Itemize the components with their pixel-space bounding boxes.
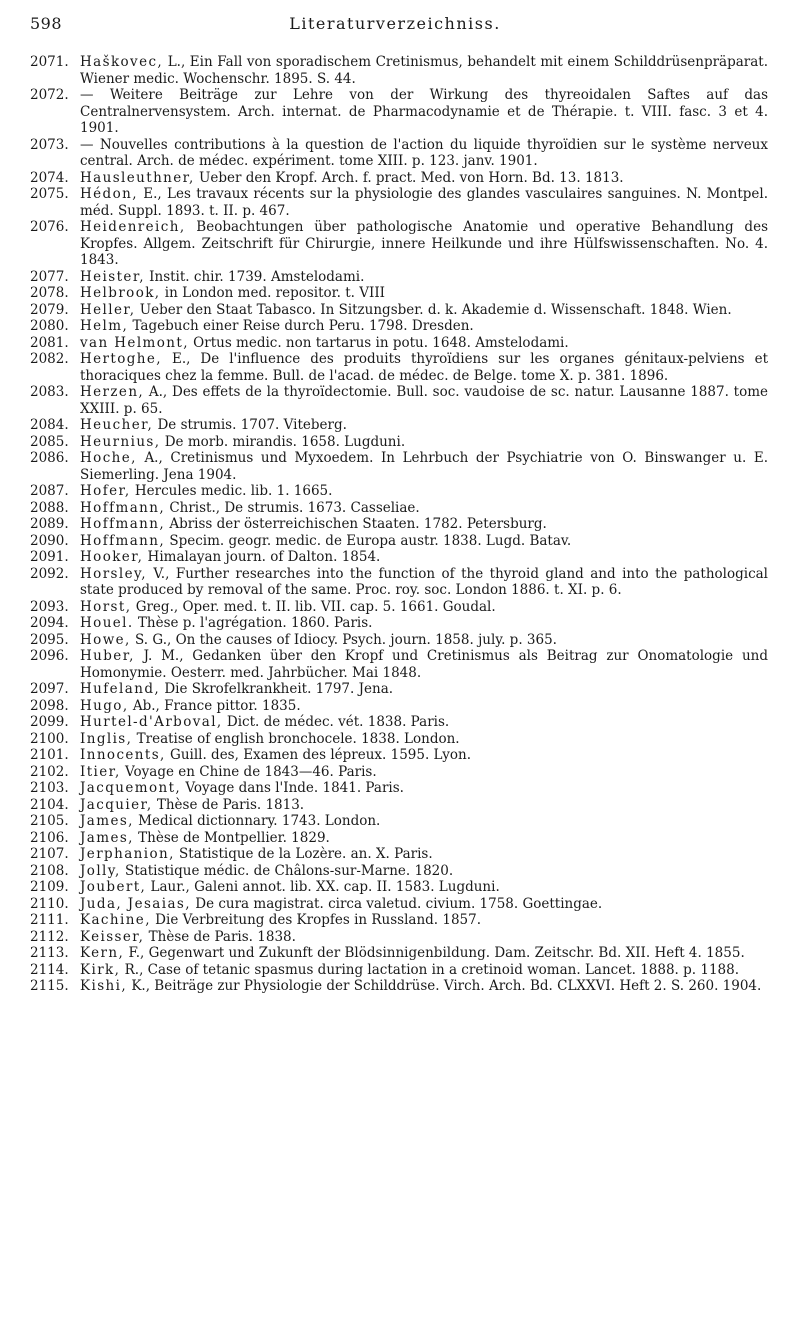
- entry-body: K., Beiträge zur Physiologie der Schilddrüse. Virch. Arch. Bd. CLXXVI. Heft 2. S. 260. 1904.: [127, 978, 762, 994]
- entry-author: Heller,: [80, 301, 136, 318]
- bibliography-entry: [30, 516, 768, 533]
- entry-text: [80, 714, 768, 731]
- entry-body: Ueber den Staat Tabasco. In Sitzungsber. d. k. Akademie d. Wissenschaft. 1848. Wien.: [135, 301, 732, 318]
- entry-text: [80, 54, 768, 87]
- bibliography-entry: [30, 879, 768, 896]
- entry-number: 2112.: [30, 928, 69, 945]
- entry-body: J. M., Gedanken über den Kropf und Cretinismus als Beitrag zur Onomatologie und Homonymie. Oesterr. med. Jahrbücher. Mai 1848.: [80, 648, 768, 681]
- entry-author: Joubert,: [80, 879, 147, 895]
- entry-text: [80, 417, 768, 434]
- entry-body: E., Les travaux récents sur la physiologie des glandes vasculaires sanguines. N. Montpel. méd. Suppl. 1893. t. II. p. 467.: [80, 186, 768, 219]
- entry-body: — Nouvelles contributions à la question de l'action du liquide thyroïdien sur le système nerveux central. Arch. de médec. expériment. tome XIII. p. 123. janv. 1901.: [80, 136, 768, 169]
- entry-author: Kishi,: [80, 978, 128, 994]
- entry-author: Hufeland,: [80, 681, 161, 697]
- entry-text: [80, 533, 768, 550]
- entry-author: Inglis,: [80, 730, 133, 747]
- entry-text: [80, 945, 768, 962]
- entry-text: [80, 929, 768, 946]
- entry-body: E., De l'influence des produits thyroïdiens sur les organes génitaux-pelviens et thoraciques chez la femme. Bull. de l'acad. de médec. de Belge. tome X. p. 381. 1896.: [80, 351, 768, 384]
- entry-body: V., Further researches into the function of the thyroid gland and into the pathological state produced by removal of the same. Proc. roy. soc. London 1886. t. XI. p. 6.: [80, 565, 768, 598]
- entry-number: 2088.: [30, 499, 69, 516]
- entry-body: Christ., De strumis. 1673. Casseliae.: [165, 499, 420, 516]
- entry-body: Die Verbreitung des Kropfes in Russland. 1857.: [150, 912, 482, 928]
- entry-author: Hugo,: [80, 697, 129, 714]
- entry-number: 2076.: [30, 219, 69, 235]
- entry-author: Hofer,: [80, 483, 131, 499]
- entry-body: Tagebuch einer Reise durch Peru. 1798. Dresden.: [128, 318, 474, 334]
- entry-text: [80, 912, 768, 929]
- entry-number: 2087.: [30, 483, 69, 499]
- entry-number: 2092.: [30, 565, 69, 582]
- entry-body: Ueber den Kropf. Arch. f. pract. Med. von Horn. Bd. 13. 1813.: [194, 169, 624, 186]
- entry-number: 2115.: [30, 978, 69, 994]
- entry-body: R., Case of tetanic spasmus during lactation in a cretinoid woman. Lancet. 1888. p. 1188.: [120, 961, 740, 978]
- entry-text: [80, 500, 768, 517]
- bibliography-entry: [30, 566, 768, 599]
- entry-number: 2079.: [30, 301, 69, 318]
- entry-body: L., Ein Fall von sporadischem Cretinismus, behandelt mit einem Schilddrüsenpräparat. Wiener medic. Wochenschr. 1895. S. 44.: [80, 54, 768, 87]
- entry-body: Greg., Oper. med. t. II. lib. VII. cap. 5. 1661. Goudal.: [131, 598, 496, 615]
- bibliography-entry: [30, 500, 768, 517]
- entry-number: 2071.: [30, 54, 69, 70]
- entry-body: Hercules medic. lib. 1. 1665.: [130, 483, 333, 499]
- entry-body: Treatise of english bronchocele. 1838. London.: [132, 730, 460, 747]
- entry-author: Heidenreich,: [80, 219, 186, 235]
- bibliography-entry: [30, 632, 768, 649]
- bibliography-entry: [30, 450, 768, 483]
- bibliography-entry: [30, 978, 768, 995]
- entry-text: [80, 137, 768, 170]
- bibliography-entry: [30, 863, 768, 880]
- entry-number: 2102.: [30, 763, 69, 780]
- entry-text: [80, 186, 768, 219]
- entry-text: [80, 962, 768, 979]
- bibliography-entry: [30, 813, 768, 830]
- entry-author: Hédon,: [80, 186, 138, 202]
- entry-number: 2104.: [30, 796, 69, 813]
- entry-number: 2072.: [30, 87, 69, 103]
- entry-text: [80, 698, 768, 715]
- entry-author: Heucher,: [80, 417, 154, 433]
- entry-body: A., Des effets de la thyroïdectomie. Bull. soc. vaudoise de sc. natur. Lausanne 1887. tome XXIII. p. 65.: [80, 384, 768, 417]
- entry-text: [80, 450, 768, 483]
- entry-body: Himalayan journ. of Dalton. 1854.: [143, 549, 381, 565]
- bibliography-entry: [30, 764, 768, 781]
- entry-author: Helbrook,: [80, 285, 161, 301]
- entry-number: 2086.: [30, 450, 69, 466]
- entry-author: Howe,: [80, 631, 131, 648]
- entry-author: Hertoghe,: [80, 351, 162, 367]
- entry-number: 2081.: [30, 334, 69, 351]
- entry-number: 2106.: [30, 829, 69, 846]
- bibliography-entry: [30, 384, 768, 417]
- entry-text: [80, 302, 768, 319]
- entry-text: [80, 434, 768, 451]
- entry-body: F., Gegenwart und Zukunft der Blödsinnigenbildung. Dam. Zeitschr. Bd. XII. Heft 4. 1855.: [124, 945, 745, 961]
- entry-text: [80, 813, 768, 830]
- entry-number: 2093.: [30, 598, 69, 615]
- bibliography-entry: [30, 434, 768, 451]
- entry-text: [80, 863, 768, 880]
- entry-text: [80, 978, 768, 995]
- bibliography-entry: [30, 962, 768, 979]
- entry-text: [80, 830, 768, 847]
- entry-text: [80, 170, 768, 187]
- entry-body: Thèse p. l'agrégation. 1860. Paris.: [133, 615, 373, 631]
- entry-text: [80, 566, 768, 599]
- entry-text: [80, 549, 768, 566]
- bibliography-entry: [30, 417, 768, 434]
- bibliography-entry: [30, 599, 768, 616]
- bibliography-entry: [30, 302, 768, 319]
- bibliography-entry: [30, 681, 768, 698]
- entry-body: S. G., On the causes of Idiocy. Psych. journ. 1858. july. p. 365.: [130, 631, 557, 648]
- bibliography-entry: [30, 780, 768, 797]
- entry-text: [80, 285, 768, 302]
- bibliography-entry: [30, 219, 768, 269]
- entry-text: [80, 318, 768, 335]
- entry-body: Dict. de médec. vét. 1838. Paris.: [222, 714, 450, 730]
- entry-author: Heister,: [80, 268, 145, 285]
- entry-text: [80, 632, 768, 649]
- entry-number: 2108.: [30, 862, 69, 879]
- entry-text: [80, 879, 768, 896]
- entry-author: Kern,: [80, 945, 125, 961]
- entry-number: 2096.: [30, 648, 69, 664]
- entry-number: 2090.: [30, 532, 69, 549]
- bibliography-entry: [30, 714, 768, 731]
- entry-text: [80, 896, 768, 913]
- entry-body: Statistique médic. de Châlons-sur-Marne. 1820.: [120, 862, 454, 879]
- entry-body: De morb. mirandis. 1658. Lugduni.: [160, 433, 406, 450]
- bibliography-entry: [30, 170, 768, 187]
- bibliography-entry: [30, 648, 768, 681]
- entry-number: 2111.: [30, 912, 69, 928]
- entry-number: 2078.: [30, 285, 69, 301]
- entry-text: [80, 648, 768, 681]
- entry-text: [80, 615, 768, 632]
- bibliography-entry: [30, 912, 768, 929]
- entry-text: [80, 516, 768, 533]
- entry-number: 2084.: [30, 417, 69, 433]
- entry-author: Kachine,: [80, 912, 151, 928]
- entry-number: 2095.: [30, 631, 69, 648]
- entry-number: 2073.: [30, 136, 69, 153]
- entry-author: Hurtel-d'Arboval,: [80, 714, 223, 730]
- entry-body: Ortus medic. non tartarus in potu. 1648. Amstelodami.: [188, 334, 569, 351]
- entry-author: Jacquemont,: [80, 780, 182, 796]
- entry-number: 2114.: [30, 961, 69, 978]
- bibliography-entry: [30, 269, 768, 286]
- bibliography-entry: [30, 929, 768, 946]
- entry-author: Helm,: [80, 318, 129, 334]
- entry-text: [80, 747, 768, 764]
- entry-number: 2099.: [30, 714, 69, 730]
- entry-text: [80, 219, 768, 269]
- entry-body: Thèse de Paris. 1838.: [144, 928, 296, 945]
- entry-body: Ab., France pittor. 1835.: [128, 697, 301, 714]
- entry-text: [80, 764, 768, 781]
- bibliography-entry: [30, 351, 768, 384]
- entry-author: Hooker,: [80, 549, 144, 565]
- entry-number: 2089.: [30, 516, 69, 532]
- entry-author: Hoffmann,: [80, 532, 166, 549]
- entry-text: [80, 797, 768, 814]
- entry-author: Heurnius,: [80, 433, 161, 450]
- entry-author: Huber,: [80, 648, 135, 664]
- entry-number: 2113.: [30, 945, 69, 961]
- bibliography-entry: [30, 87, 768, 137]
- entry-text: [80, 599, 768, 616]
- entry-number: 2094.: [30, 615, 69, 631]
- entry-text: [80, 351, 768, 384]
- entry-body: Beobachtungen über pathologische Anatomie und operative Behandlung des Kropfes. Allgem. Zeitschrift für Chirurgie, innere Heilkunde und ihre Hülfswissenschaften. No. 4. 1843.: [80, 219, 768, 268]
- entry-author: van Helmont,: [80, 334, 189, 351]
- entry-body: Statistique de la Lozère. an. X. Paris.: [174, 846, 433, 862]
- entry-author: Innocents,: [80, 747, 166, 763]
- page-number: 598: [30, 14, 63, 33]
- entry-text: [80, 269, 768, 286]
- page-header: [30, 14, 760, 38]
- entry-author: Jolly,: [80, 862, 121, 879]
- entry-body: Thèse de Montpellier. 1829.: [133, 829, 330, 846]
- entry-number: 2103.: [30, 780, 69, 796]
- entry-text: [80, 384, 768, 417]
- entry-author: James,: [80, 813, 134, 829]
- entry-number: 2085.: [30, 433, 69, 450]
- entry-text: [80, 483, 768, 500]
- entry-number: 2107.: [30, 846, 69, 862]
- bibliography-entry: [30, 483, 768, 500]
- entry-author: Herzen,: [80, 384, 145, 400]
- entry-body: Thèse de Paris. 1813.: [152, 796, 305, 813]
- entry-text: [80, 87, 768, 137]
- entry-author: Keisser,: [80, 928, 145, 945]
- entry-body: De cura magistrat. circa valetud. civium. 1758. Goettingae.: [190, 895, 603, 912]
- entry-author: Juda, Jesaias,: [80, 895, 191, 912]
- entry-number: 2083.: [30, 384, 69, 400]
- entry-number: 2082.: [30, 351, 69, 367]
- entry-body: De strumis. 1707. Viteberg.: [153, 417, 347, 433]
- entry-author: Hoffmann,: [80, 516, 166, 532]
- bibliography-entry: [30, 797, 768, 814]
- entry-body: Specim. geogr. medic. de Europa austr. 1838. Lugd. Batav.: [165, 532, 572, 549]
- bibliography-entry: [30, 731, 768, 748]
- entry-text: [80, 731, 768, 748]
- entry-number: 2075.: [30, 186, 69, 202]
- bibliography-entry: [30, 335, 768, 352]
- bibliography-entry: [30, 615, 768, 632]
- entry-author: Horst,: [80, 598, 132, 615]
- entry-author: Jerphanion,: [80, 846, 175, 862]
- entry-number: 2091.: [30, 549, 69, 565]
- entry-number: 2098.: [30, 697, 69, 714]
- entry-body: Instit. chir. 1739. Amstelodami.: [144, 268, 365, 285]
- entry-author: Horsley,: [80, 565, 147, 582]
- entry-number: 2110.: [30, 895, 69, 912]
- entry-number: 2109.: [30, 879, 69, 895]
- entry-author: Houel.: [80, 615, 134, 631]
- entry-body: Guill. des, Examen des lépreux. 1595. Lyon.: [165, 747, 472, 763]
- entry-author: Itier,: [80, 763, 121, 780]
- bibliography-entry: [30, 945, 768, 962]
- entry-number: 2077.: [30, 268, 69, 285]
- entry-text: [80, 846, 768, 863]
- bibliography-entry: [30, 896, 768, 913]
- bibliography-list: [30, 54, 768, 995]
- entry-number: 2074.: [30, 169, 69, 186]
- bibliography-entry: [30, 698, 768, 715]
- entry-body: Die Skrofelkrankheit. 1797. Jena.: [160, 681, 394, 697]
- entry-number: 2097.: [30, 681, 69, 697]
- bibliography-entry: [30, 285, 768, 302]
- entry-author: Jacquier,: [80, 796, 153, 813]
- bibliography-entry: [30, 533, 768, 550]
- bibliography-entry: [30, 830, 768, 847]
- entry-author: Hausleuthner,: [80, 169, 195, 186]
- entry-author: Kirk,: [80, 961, 121, 978]
- entry-body: Laur., Galeni annot. lib. XX. cap. II. 1583. Lugduni.: [146, 879, 500, 895]
- entry-text: [80, 335, 768, 352]
- entry-author: Hoche,: [80, 450, 137, 466]
- entry-number: 2100.: [30, 730, 69, 747]
- entry-body: — Weitere Beiträge zur Lehre von der Wirkung des thyreoidalen Saftes auf das Centralnervensystem. Arch. internat. de Pharmacodynamie et de Thérapie. t. VIII. fasc. 3 et 4. 1901.: [80, 87, 768, 136]
- entry-number: 2080.: [30, 318, 69, 334]
- entry-body: Abriss der österreichischen Staaten. 1782. Petersburg.: [165, 516, 547, 532]
- bibliography-entry: [30, 846, 768, 863]
- entry-author: Haškovec,: [80, 54, 164, 70]
- entry-text: [80, 681, 768, 698]
- running-title: Literaturverzeichniss.: [289, 14, 501, 33]
- bibliography-entry: [30, 318, 768, 335]
- entry-body: in London med. repositor. t. VIII: [160, 285, 385, 301]
- bibliography-entry: [30, 549, 768, 566]
- bibliography-entry: [30, 137, 768, 170]
- entry-number: 2101.: [30, 747, 69, 763]
- entry-body: Voyage en Chine de 1843—46. Paris.: [120, 763, 377, 780]
- entry-text: [80, 780, 768, 797]
- entry-body: Voyage dans l'Inde. 1841. Paris.: [181, 780, 404, 796]
- bibliography-entry: [30, 747, 768, 764]
- entry-number: 2105.: [30, 813, 69, 829]
- bibliography-entry: [30, 186, 768, 219]
- bibliography-entry: [30, 54, 768, 87]
- entry-body: Medical dictionnary. 1743. London.: [133, 813, 381, 829]
- entry-author: James,: [80, 829, 134, 846]
- entry-author: Hoffmann,: [80, 499, 166, 516]
- entry-body: A., Cretinismus und Myxoedem. In Lehrbuch der Psychiatrie von O. Binswanger u. E. Siemerling. Jena 1904.: [80, 450, 768, 483]
